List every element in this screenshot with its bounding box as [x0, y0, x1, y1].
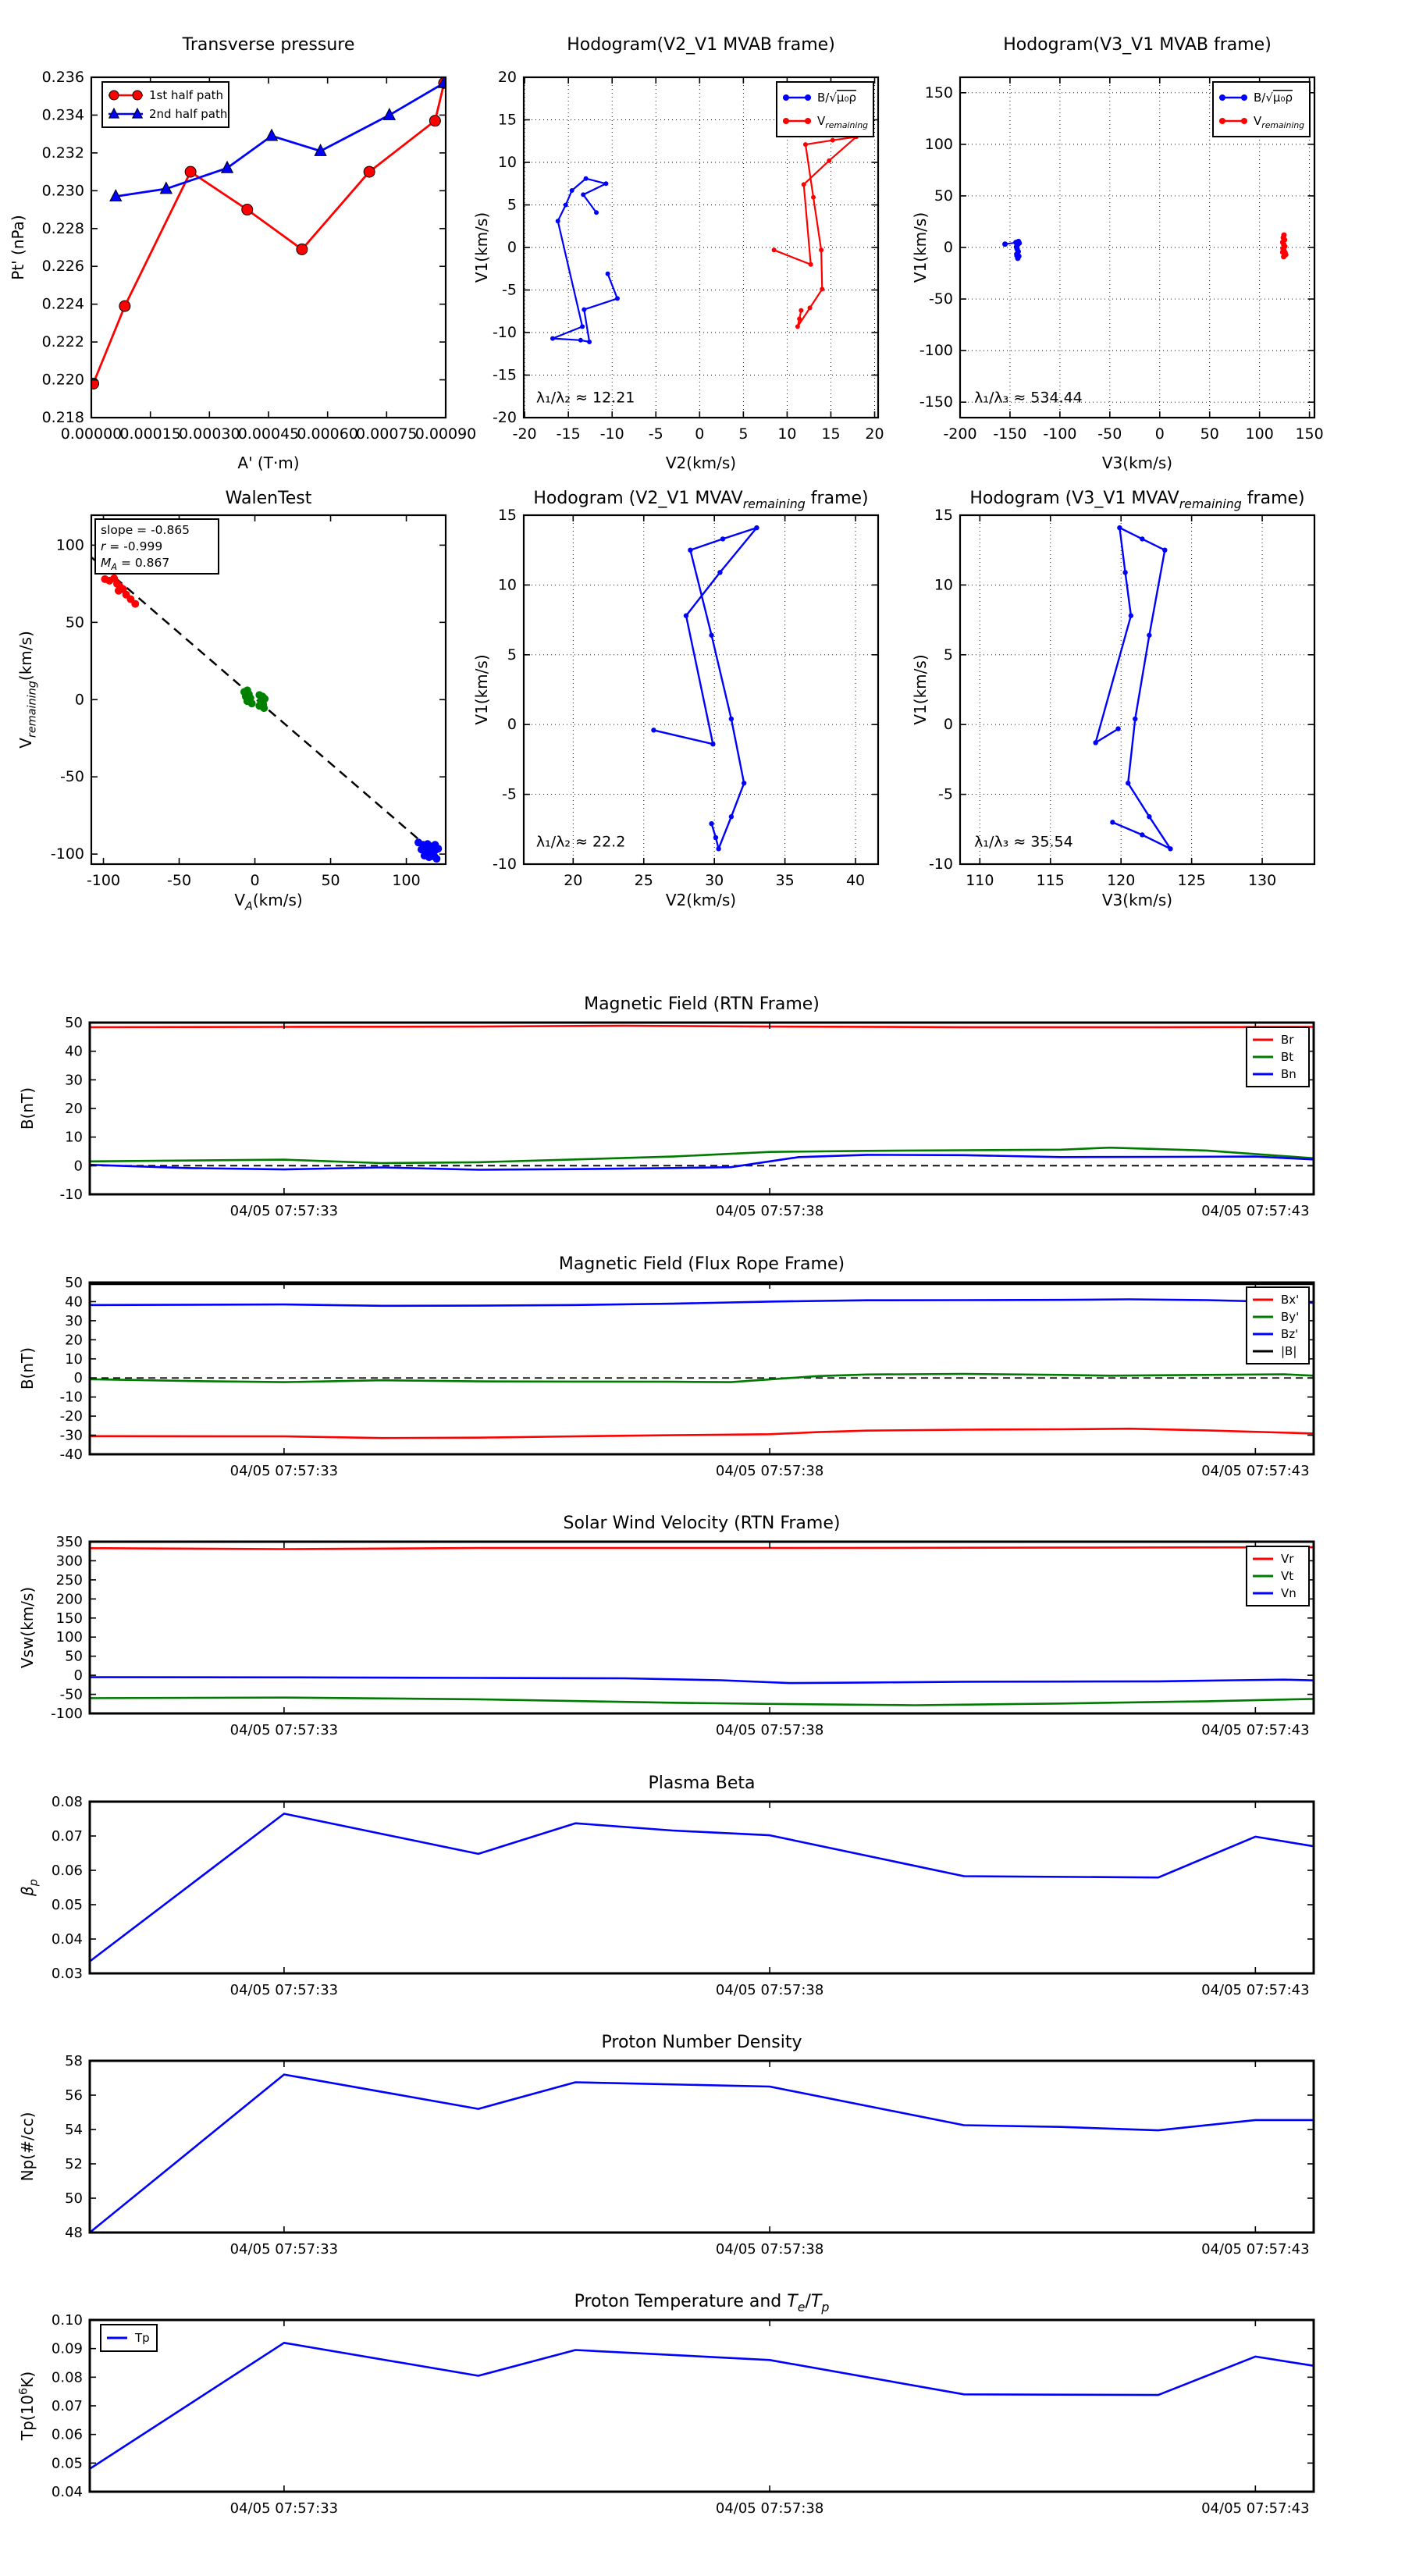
- plot-title: Hodogram (V2_V1 $MVAV_{remaining}$ frame): [533, 489, 869, 511]
- legend: [102, 82, 229, 127]
- y-tick-label: 250: [55, 1571, 83, 1589]
- y-tick-label: 5: [507, 646, 517, 664]
- x-tick-label: 04/05 07:57:38: [715, 2241, 824, 2258]
- y-tick-label: 52: [65, 2156, 83, 2172]
- y-tick-label: -10: [928, 856, 953, 873]
- y-tick-label: -100: [50, 845, 84, 863]
- y-tick-label: -5: [938, 785, 953, 803]
- x-tick-label: 125: [1177, 872, 1206, 889]
- y-tick-label: 0.09: [51, 2340, 83, 2357]
- y-axis-label: V1(km/s): [472, 212, 491, 283]
- y-tick-label: -15: [492, 366, 517, 384]
- y-axis-label: B(nT): [18, 1087, 37, 1130]
- y-tick-label: 10: [65, 1350, 83, 1368]
- x-tick-label: 100: [392, 872, 421, 889]
- legend-label: Vn: [1281, 1586, 1297, 1600]
- plot-transverse-pressure: [0, 0, 477, 484]
- y-tick-label: -30: [59, 1427, 83, 1444]
- y-tick-label: 0.228: [41, 219, 84, 237]
- x-tick-label: 0: [1154, 425, 1165, 443]
- x-tick-label: 0.00075: [356, 425, 418, 443]
- y-tick-label: 48: [65, 2225, 83, 2241]
- plot-title: Magnetic Field (Flux Rope Frame): [558, 1254, 845, 1274]
- series-Vn: [90, 1678, 1314, 1684]
- x-tick-label: 04/05 07:57:38: [715, 1982, 824, 1998]
- x-axis-label: V3(km/s): [1101, 454, 1173, 472]
- legend: [777, 82, 873, 137]
- x-tick-label: 04/05 07:57:43: [1201, 1463, 1310, 1479]
- annotation: λ₁/λ₂ ≈ 12.21: [535, 389, 635, 407]
- legend-label: $V_{remaining}$: [817, 114, 869, 131]
- y-tick-label: 0.04: [51, 1931, 83, 1948]
- series-V-remaining-path: [1096, 528, 1171, 849]
- axes-frame: [960, 515, 1314, 864]
- legend-label: $V_{remaining}$: [1254, 114, 1305, 131]
- x-tick-label: -150: [993, 425, 1027, 443]
- y-tick-label: 40: [65, 1043, 83, 1060]
- markers-B-over-sqrt-mu0rho: [1002, 239, 1022, 262]
- y-tick-label: -100: [919, 342, 953, 360]
- plot-hodogram-v2v1-mvab: [468, 0, 937, 484]
- series-Vr: [90, 1547, 1314, 1549]
- y-tick-label: 0.04: [51, 2484, 83, 2500]
- plot-title: Magnetic Field (RTN Frame): [584, 994, 820, 1014]
- y-tick-label: 0.222: [41, 333, 84, 351]
- y-axis-label: $\beta_p$: [18, 1879, 41, 1896]
- x-tick-label: 04/05 07:57:43: [1201, 1722, 1310, 1738]
- x-tick-label: 04/05 07:57:33: [229, 1982, 339, 1998]
- y-tick-label: 0: [943, 239, 953, 256]
- y-tick-label: 20: [65, 1101, 83, 1117]
- y-tick-label: -20: [492, 409, 517, 426]
- plot-magnetic-field-fluxrope: [0, 1240, 1405, 1500]
- x-tick-label: -200: [943, 425, 977, 443]
- x-tick-label: -100: [86, 872, 121, 889]
- y-tick-label: 10: [65, 1129, 83, 1146]
- y-tick-label: 5: [943, 646, 953, 664]
- x-tick-label: 04/05 07:57:33: [229, 2241, 339, 2258]
- y-tick-label: 0: [943, 716, 953, 734]
- y-tick-label: 0.06: [51, 2426, 83, 2443]
- x-tick-label: 0.00030: [179, 425, 240, 443]
- series-Br: [90, 1026, 1314, 1027]
- y-tick-label: 50: [65, 1275, 83, 1291]
- x-tick-label: 04/05 07:57:38: [715, 1203, 824, 1219]
- stats-box: [95, 519, 219, 574]
- x-tick-label: 04/05 07:57:33: [229, 1463, 339, 1479]
- y-tick-label: -100: [51, 1706, 83, 1722]
- y-tick-label: 300: [55, 1553, 83, 1570]
- x-tick-label: 04/05 07:57:33: [229, 1203, 339, 1219]
- legend-label: Vt: [1281, 1569, 1294, 1583]
- y-tick-label: 0.07: [51, 2398, 83, 2414]
- x-tick-label: 35: [775, 872, 795, 889]
- y-tick-label: 50: [65, 2190, 83, 2207]
- stats-line: slope = -0.865: [101, 523, 190, 537]
- y-tick-label: 0: [74, 691, 84, 709]
- y-tick-label: 200: [55, 1591, 83, 1608]
- x-tick-label: 04/05 07:57:43: [1201, 1203, 1310, 1219]
- y-tick-label: 100: [55, 536, 84, 554]
- legend: [1247, 1027, 1309, 1087]
- y-tick-label: 15: [934, 507, 953, 524]
- x-axis-label: V3(km/s): [1101, 891, 1173, 909]
- x-tick-label: 10: [777, 425, 797, 443]
- y-axis-label: V1(km/s): [472, 654, 491, 725]
- y-tick-label: 20: [497, 69, 517, 86]
- series-Tp: [90, 2343, 1314, 2468]
- y-tick-label: 5: [507, 196, 517, 214]
- y-tick-label: 20: [65, 1332, 83, 1349]
- x-tick-label: 50: [321, 872, 340, 889]
- markers-cluster-middle: [240, 686, 269, 712]
- y-tick-label: 0.230: [41, 182, 84, 200]
- legend-label: Vr: [1281, 1552, 1294, 1566]
- y-tick-label: 0.03: [51, 1966, 83, 1982]
- annotation: λ₁/λ₃ ≈ 35.54: [974, 833, 1073, 851]
- x-tick-label: -10: [599, 425, 624, 443]
- plot-hodogram-v2v1-mvav: [468, 484, 937, 952]
- x-tick-label: 04/05 07:57:33: [229, 1722, 339, 1738]
- x-tick-label: 04/05 07:57:43: [1201, 2241, 1310, 2258]
- plot-plasma-beta: [0, 1759, 1405, 2019]
- y-tick-label: -5: [502, 281, 517, 299]
- y-tick-label: 0.236: [41, 69, 84, 86]
- x-tick-label: 04/05 07:57:43: [1201, 2500, 1310, 2517]
- y-tick-label: -5: [502, 785, 517, 803]
- stats-line: r = -0.999: [101, 539, 163, 553]
- x-axis-label: V2(km/s): [665, 454, 737, 472]
- x-tick-label: -5: [648, 425, 663, 443]
- series-V-remaining-path: [653, 528, 756, 849]
- plot-proton-number-density: [0, 2018, 1405, 2278]
- x-tick-label: 20: [564, 872, 583, 889]
- annotation: λ₁/λ₂ ≈ 22.2: [535, 833, 626, 851]
- y-tick-label: -10: [59, 1187, 83, 1203]
- y-tick-label: 0.08: [51, 2369, 83, 2386]
- legend-label: Bx': [1281, 1293, 1300, 1307]
- legend: [1213, 82, 1310, 137]
- series-beta-p: [90, 1813, 1314, 1961]
- y-tick-label: -10: [59, 1389, 83, 1406]
- x-tick-label: 0.00060: [297, 425, 358, 443]
- plot-title: Hodogram(V2_V1 MVAB frame): [567, 35, 835, 55]
- plot-title: Hodogram (V3_V1 $MVAV_{remaining}$ frame): [969, 489, 1305, 511]
- y-tick-label: 0: [73, 1370, 83, 1387]
- legend: [101, 2325, 157, 2351]
- y-tick-label: 54: [65, 2122, 83, 2138]
- x-tick-label: 110: [966, 872, 994, 889]
- series-V-remaining: [774, 137, 856, 326]
- y-axis-label: B(nT): [18, 1347, 37, 1390]
- y-tick-label: 15: [497, 111, 517, 129]
- legend-label: 1st half path: [149, 88, 224, 102]
- x-tick-label: 0.00015: [119, 425, 181, 443]
- markers-cluster-1st-half: [101, 575, 139, 608]
- series-1st half path: [94, 83, 445, 383]
- x-tick-label: 120: [1107, 872, 1136, 889]
- plot-title: WalenTest: [225, 489, 312, 508]
- series-Np: [90, 2075, 1314, 2233]
- y-tick-label: -40: [59, 1446, 83, 1463]
- y-tick-label: -150: [919, 393, 953, 411]
- y-tick-label: 0.08: [51, 1794, 83, 1810]
- markers-V-remaining: [1280, 233, 1289, 260]
- legend-label: Tp: [135, 2331, 150, 2345]
- annotation: λ₁/λ₃ ≈ 534.44: [974, 389, 1083, 407]
- y-axis-label: Vsw(km/s): [18, 1586, 37, 1669]
- x-tick-label: -50: [167, 872, 192, 889]
- x-tick-label: -20: [512, 425, 537, 443]
- axes-frame: [90, 1542, 1314, 1713]
- axes-frame: [90, 2320, 1314, 2492]
- legend-label: Bt: [1281, 1050, 1294, 1064]
- y-tick-label: 0.05: [51, 1897, 83, 1913]
- series-Bx-prime: [90, 1429, 1314, 1438]
- legend: [1247, 1546, 1309, 1606]
- markers-cluster-2nd-half: [414, 838, 442, 863]
- markers-V-remaining-path: [651, 525, 759, 852]
- x-axis-label: A' (T·m): [237, 454, 300, 472]
- plot-title: Plasma Beta: [648, 1774, 756, 1793]
- legend: [1247, 1287, 1309, 1364]
- legend-label: |B|: [1281, 1344, 1297, 1358]
- y-tick-label: 0: [73, 1158, 83, 1175]
- y-tick-label: 10: [497, 576, 517, 594]
- y-tick-label: -10: [492, 856, 517, 873]
- x-tick-label: 30: [705, 872, 724, 889]
- axes-frame: [91, 77, 446, 418]
- y-axis-label: Pt' (nPa): [9, 215, 27, 280]
- y-axis-label: V1(km/s): [911, 212, 930, 283]
- y-tick-label: 0.05: [51, 2455, 83, 2472]
- y-tick-label: 0.10: [51, 2312, 83, 2329]
- x-tick-label: 20: [865, 425, 884, 443]
- series-B-over-sqrt-mu0rho: [553, 179, 617, 342]
- x-axis-label: $V_A(km/s)$: [234, 891, 303, 913]
- y-tick-label: 350: [55, 1534, 83, 1550]
- plot-title: Transverse pressure: [182, 35, 355, 55]
- y-tick-label: 10: [934, 576, 953, 594]
- y-tick-label: 15: [497, 507, 517, 524]
- legend-label: B/√μ₀ρ: [1254, 91, 1293, 105]
- y-tick-label: 100: [55, 1629, 83, 1646]
- y-tick-label: 0: [507, 716, 517, 734]
- series-Vt: [90, 1698, 1314, 1706]
- y-axis-label: $V_{remaining}(km/s)$: [16, 631, 39, 749]
- y-tick-label: 0.226: [41, 258, 84, 276]
- legend-label: 2nd half path: [149, 107, 228, 121]
- y-axis-label: Np(#/cc): [18, 2112, 37, 2182]
- y-tick-label: 50: [65, 1648, 83, 1665]
- plot-title: Hodogram(V3_V1 MVAB frame): [1003, 35, 1272, 55]
- x-tick-label: 0: [250, 872, 260, 889]
- plot-title: Solar Wind Velocity (RTN Frame): [563, 1514, 841, 1533]
- y-tick-label: 150: [924, 84, 953, 101]
- y-tick-label: 50: [934, 187, 953, 205]
- x-tick-label: 130: [1247, 872, 1277, 889]
- x-tick-label: -15: [556, 425, 581, 443]
- y-tick-label: 30: [65, 1072, 83, 1089]
- y-tick-label: -10: [492, 324, 517, 341]
- legend-label: B/√μ₀ρ: [817, 91, 856, 105]
- x-tick-label: 115: [1036, 872, 1065, 889]
- y-tick-label: 0.218: [41, 409, 84, 426]
- plot-title: Proton Number Density: [601, 2033, 802, 2052]
- x-tick-label: 0: [695, 425, 705, 443]
- x-axis-label: V2(km/s): [665, 891, 737, 909]
- y-tick-label: 56: [65, 2087, 83, 2104]
- y-tick-label: -50: [928, 290, 953, 308]
- y-tick-label: 0.06: [51, 1863, 83, 1879]
- series-Bn: [90, 1155, 1314, 1169]
- y-axis-label: $Tp(10^6K)$: [17, 2371, 37, 2441]
- legend-label: By': [1281, 1310, 1300, 1324]
- y-tick-label: 0.234: [41, 106, 84, 124]
- x-tick-label: 15: [821, 425, 841, 443]
- y-tick-label: 0.224: [41, 295, 84, 313]
- plot-hodogram-v3v1-mvab: [911, 0, 1405, 484]
- y-tick-label: 0: [507, 239, 517, 256]
- x-tick-label: 40: [845, 872, 866, 889]
- legend-label: Bz': [1281, 1327, 1299, 1341]
- legend-label: Bn: [1281, 1067, 1297, 1081]
- x-tick-label: -50: [1097, 425, 1122, 443]
- axes-frame: [90, 1802, 1314, 1973]
- x-tick-label: 04/05 07:57:38: [715, 2500, 824, 2517]
- plot-magnetic-field-rtn: [0, 980, 1405, 1240]
- series-Bt: [90, 1147, 1314, 1163]
- plot-proton-temperature: [0, 2277, 1405, 2576]
- legend-label: Br: [1281, 1033, 1294, 1047]
- stats-line: $M_A = 0.867$: [101, 556, 170, 573]
- x-tick-label: 04/05 07:57:33: [229, 2500, 339, 2517]
- x-tick-label: 0.00000: [60, 425, 123, 443]
- y-tick-label: 50: [65, 614, 84, 632]
- y-tick-label: 30: [65, 1312, 83, 1329]
- x-tick-label: 150: [1295, 425, 1324, 443]
- axes-frame: [90, 2061, 1314, 2233]
- plot-walen-test: [0, 484, 468, 952]
- y-tick-label: 10: [497, 154, 517, 171]
- y-tick-label: 0.232: [41, 144, 84, 162]
- y-tick-label: 0.07: [51, 1828, 83, 1845]
- x-tick-label: 50: [1200, 425, 1219, 443]
- y-tick-label: 0.220: [41, 371, 84, 389]
- x-tick-label: 04/05 07:57:43: [1201, 1982, 1310, 1998]
- x-tick-label: 25: [634, 872, 653, 889]
- x-tick-label: 0.00090: [414, 425, 477, 443]
- x-tick-label: 04/05 07:57:38: [715, 1722, 824, 1738]
- y-tick-label: -50: [59, 768, 84, 786]
- y-tick-label: 58: [65, 2053, 83, 2069]
- plot-solar-wind-velocity: [0, 1499, 1405, 1759]
- x-tick-label: 5: [738, 425, 749, 443]
- y-tick-label: 100: [924, 135, 953, 153]
- y-tick-label: 150: [55, 1610, 83, 1627]
- y-axis-label: V1(km/s): [911, 654, 930, 725]
- plot-hodogram-v3v1-mvav: [911, 484, 1405, 952]
- grid: [960, 515, 1314, 864]
- x-tick-label: -100: [1043, 425, 1077, 443]
- y-tick-label: -20: [59, 1408, 83, 1425]
- y-tick-label: 40: [65, 1293, 83, 1311]
- y-tick-label: 50: [65, 1015, 83, 1031]
- y-tick-label: -50: [59, 1686, 83, 1703]
- series-Bz-prime: [90, 1300, 1314, 1306]
- y-tick-label: 0: [73, 1667, 83, 1685]
- x-tick-label: 0.00045: [237, 425, 300, 443]
- x-tick-label: 04/05 07:57:38: [715, 1463, 824, 1479]
- x-tick-label: 100: [1245, 425, 1274, 443]
- plot-title: Proton Temperature and $T_e/T_p$: [574, 2292, 830, 2314]
